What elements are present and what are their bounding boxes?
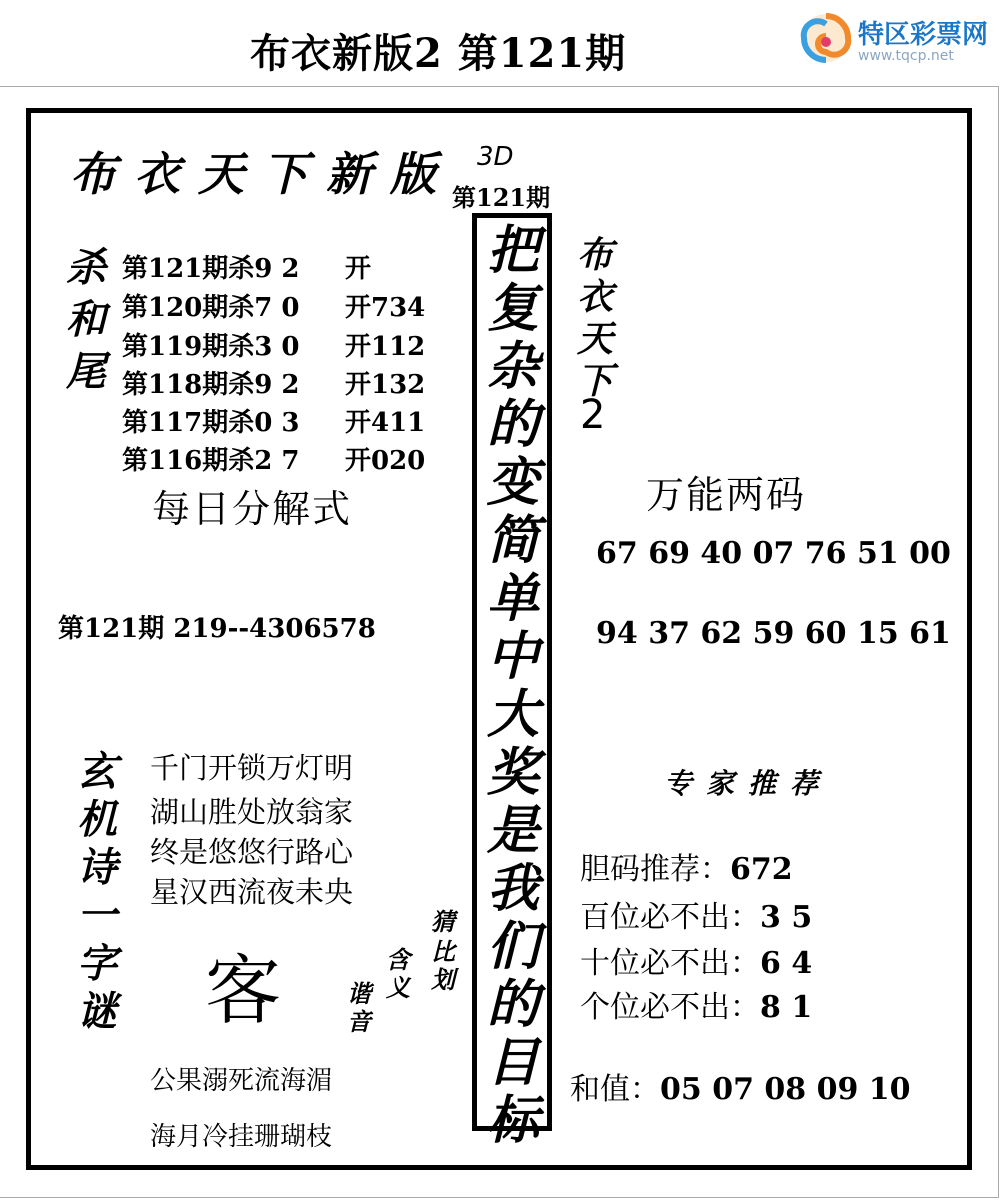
wanneng-title: 万能两码 bbox=[646, 473, 807, 517]
hint-meaning: 含义 bbox=[386, 945, 410, 1002]
recommend-row bbox=[580, 982, 812, 1026]
logo-site-url: www.tqcp.net bbox=[858, 48, 954, 64]
recommend-value: 3 5 bbox=[760, 900, 813, 935]
logo-site-name: 特区彩票网 bbox=[858, 20, 989, 50]
kill-value: 杀9 2 bbox=[228, 254, 300, 284]
recommend-label: 十位必不出： bbox=[580, 946, 760, 981]
kill-value: 杀7 0 bbox=[228, 293, 300, 323]
tag-3d: 3D bbox=[477, 142, 514, 172]
hint-guess: 猜 bbox=[431, 907, 455, 936]
kill-open: 开020 bbox=[345, 446, 426, 476]
kill-value: 杀3 0 bbox=[228, 332, 300, 362]
kill-period: 第121期 bbox=[122, 254, 229, 284]
kill-period: 第119期 bbox=[122, 332, 229, 362]
kill-row bbox=[122, 248, 372, 285]
kill-open: 开112 bbox=[345, 332, 426, 362]
wanneng-row: 94 37 62 59 60 15 61 bbox=[596, 616, 951, 651]
sum-label: 和值： bbox=[570, 1072, 660, 1107]
kill-row bbox=[122, 287, 426, 324]
sum-value: 05 07 08 09 10 bbox=[660, 1072, 911, 1107]
recommend-label: 胆码推荐： bbox=[580, 852, 730, 887]
decomposition-formula: 第121期 219--4306578 bbox=[58, 614, 376, 644]
page-title: 布衣新版2 第121期 bbox=[250, 30, 627, 77]
swirl-logo-icon bbox=[800, 12, 852, 64]
recommend-label: 个位必不出： bbox=[580, 990, 760, 1025]
recommend-label: 百位必不出： bbox=[580, 900, 760, 935]
hint-stroke: 比划 bbox=[431, 937, 455, 994]
recommend-value: 672 bbox=[730, 852, 793, 887]
buyi2-number: 2 bbox=[580, 392, 606, 438]
extra-poem-line: 公果溺死流海湄 bbox=[150, 1066, 333, 1096]
center-slogan: 把复杂的变简单中大奖是我们的目标 bbox=[486, 220, 539, 1151]
kill-open: 开 bbox=[345, 254, 372, 284]
poem-label: 玄机诗一字谜 bbox=[77, 748, 117, 1035]
sum-row bbox=[570, 1064, 911, 1108]
kill-value: 杀0 3 bbox=[228, 408, 300, 438]
kill-row bbox=[122, 326, 426, 363]
recommend-row bbox=[580, 844, 793, 888]
recommend-value: 6 4 bbox=[760, 946, 813, 981]
wanneng-row: 67 69 40 07 76 51 00 bbox=[596, 536, 951, 571]
kill-section-label: 杀和尾 bbox=[66, 244, 106, 395]
decomposition-title: 每日分解式 bbox=[152, 487, 353, 531]
kill-open: 开734 bbox=[345, 293, 426, 323]
kill-row bbox=[122, 364, 426, 401]
kill-row bbox=[122, 440, 426, 477]
recommend-row bbox=[580, 938, 812, 982]
kill-period: 第120期 bbox=[122, 293, 229, 323]
expert-title: 专家推荐 bbox=[664, 767, 833, 800]
poem-line: 千门开锁万灯明 bbox=[150, 751, 354, 785]
poem-line: 湖山胜处放翁家 bbox=[150, 795, 354, 829]
buyi2-label: 布衣天下 bbox=[576, 234, 613, 402]
kill-row bbox=[122, 402, 426, 439]
kill-period: 第116期 bbox=[122, 446, 229, 476]
riddle-character: 客 bbox=[205, 946, 281, 1035]
poem-line: 终是悠悠行路心 bbox=[150, 835, 354, 869]
kill-value: 杀2 7 bbox=[228, 446, 300, 476]
recommend-row bbox=[580, 892, 812, 936]
extra-poem-line: 海月冷挂珊瑚枝 bbox=[150, 1122, 333, 1152]
poem-line: 星汉西流夜未央 bbox=[150, 875, 354, 909]
kill-value: 杀9 2 bbox=[228, 370, 300, 400]
main-heading: 布衣天下新版 bbox=[70, 147, 454, 201]
kill-period: 第117期 bbox=[122, 408, 229, 438]
hint-homophone: 谐音 bbox=[347, 979, 371, 1036]
recommend-value: 8 1 bbox=[760, 990, 813, 1025]
tag-period: 第121期 bbox=[452, 183, 551, 212]
kill-open: 开132 bbox=[345, 370, 426, 400]
site-logo[interactable] bbox=[800, 8, 1000, 72]
kill-period: 第118期 bbox=[122, 370, 229, 400]
kill-open: 开411 bbox=[345, 408, 426, 438]
